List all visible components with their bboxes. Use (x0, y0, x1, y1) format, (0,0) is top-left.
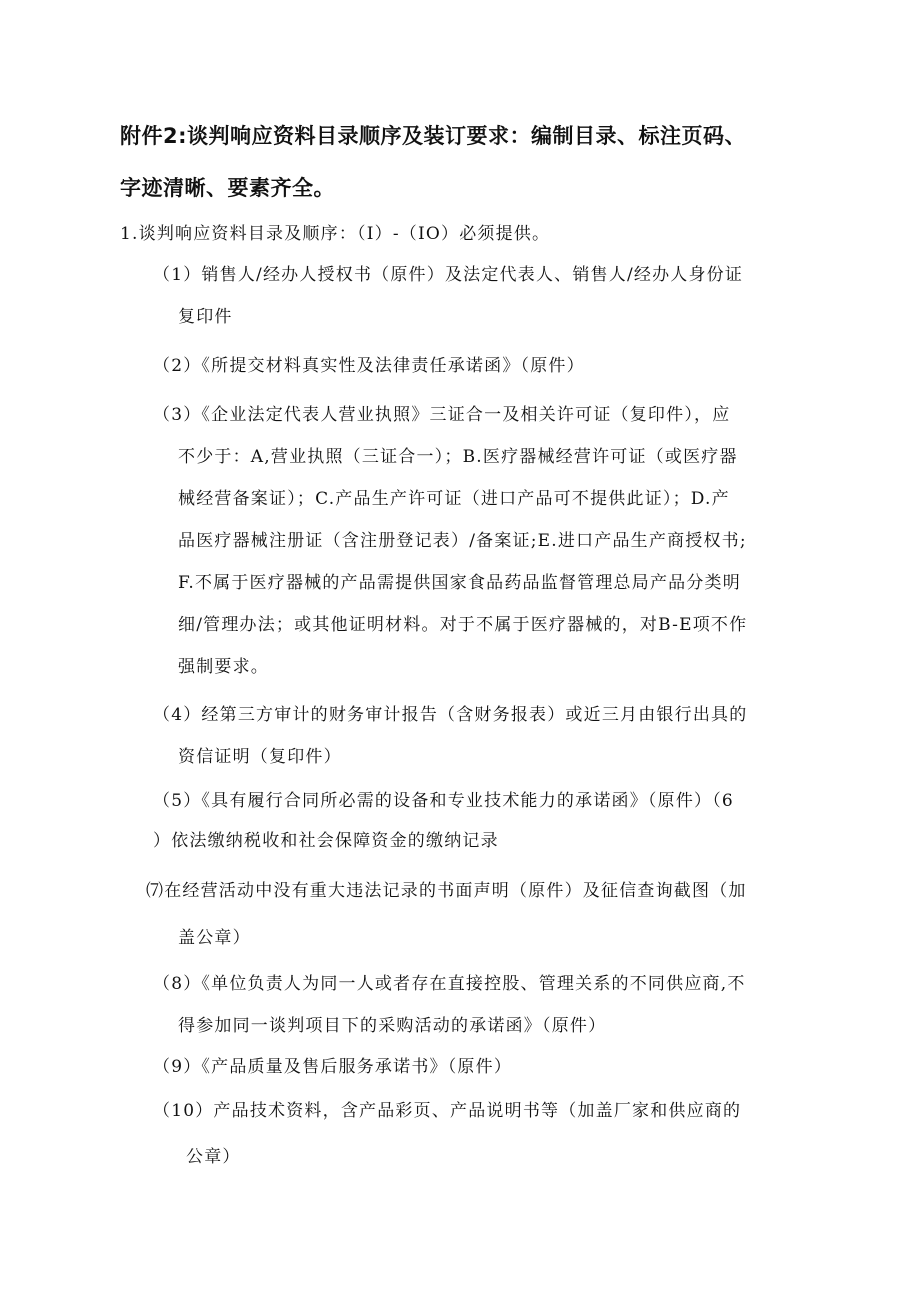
item-2-line-1: （2）《所提交材料真实性及法律责任承诺函》（原件） (153, 356, 585, 376)
item-5-line-2: ）依法缴纳税收和社会保障资金的缴纳记录 (153, 831, 499, 851)
item-3-line-7: 强制要求。 (178, 657, 269, 677)
item-3-line-5: F.不属于医疗器械的产品需提供国家食品药品监督管理总局产品分类明 (178, 573, 741, 593)
item-4-line-2: 资信证明（复印件） (178, 747, 342, 767)
item-7-line-2: 盖公章） (178, 928, 251, 948)
item-1-line-2: 复印件 (178, 307, 233, 327)
item-10-line-1: （10）产品技术资料，含产品彩页、产品说明书等（加盖厂家和供应商的 (153, 1101, 742, 1121)
item-4-line-1: （4）经第三方审计的财务审计报告（含财务报表）或近三月由银行出具的 (153, 705, 748, 725)
item-10-line-2: 公章） (186, 1147, 241, 1167)
item-7-line-1: ⑺在经营活动中没有重大违法记录的书面声明（原件）及征信查询截图（加 (146, 881, 747, 901)
item-8-line-2: 得参加同一谈判项目下的采购活动的承诺函》（原件） (178, 1016, 607, 1036)
item-3-line-2: 不少于：A,营业执照（三证合一）；B.医疗器械经营许可证（或医疗器 (178, 447, 738, 467)
item-3-line-1: （3）《企业法定代表人营业执照》三证合一及相关许可证（复印件），应 (153, 405, 731, 425)
item-9-line-1: （9）《产品质量及售后服务承诺书》（原件） (153, 1057, 513, 1077)
item-3-line-6: 细/管理办法；或其他证明材料。对于不属于医疗器械的，对B-E项不作 (178, 615, 748, 635)
heading-line-2: 字迹清晰、要素齐全。 (120, 176, 335, 200)
item-8-line-1: （8）《单位负责人为同一人或者存在直接控股、管理关系的不同供应商,不 (153, 974, 746, 994)
heading-line-1: 附件2:谈判响应资料目录顺序及装订要求：编制目录、标注页码、 (120, 124, 747, 148)
intro-line: 1.谈判响应资料目录及顺序：（I）-（IO）必须提供。 (120, 224, 551, 244)
item-5-line-1: （5）《具有履行合同所必需的设备和专业技术能力的承诺函》（原件）（6 (153, 791, 734, 811)
item-3-line-3: 械经营备案证）；C.产品生产许可证（进口产品可不提供此证）；D.产 (178, 489, 730, 509)
item-1-line-1: （1）销售人/经办人授权书（原件）及法定代表人、销售人/经办人身份证 (153, 265, 744, 285)
item-3-line-4: 品医疗器械注册证（含注册登记表）/备案证;E.进口产品生产商授权书; (178, 531, 747, 551)
